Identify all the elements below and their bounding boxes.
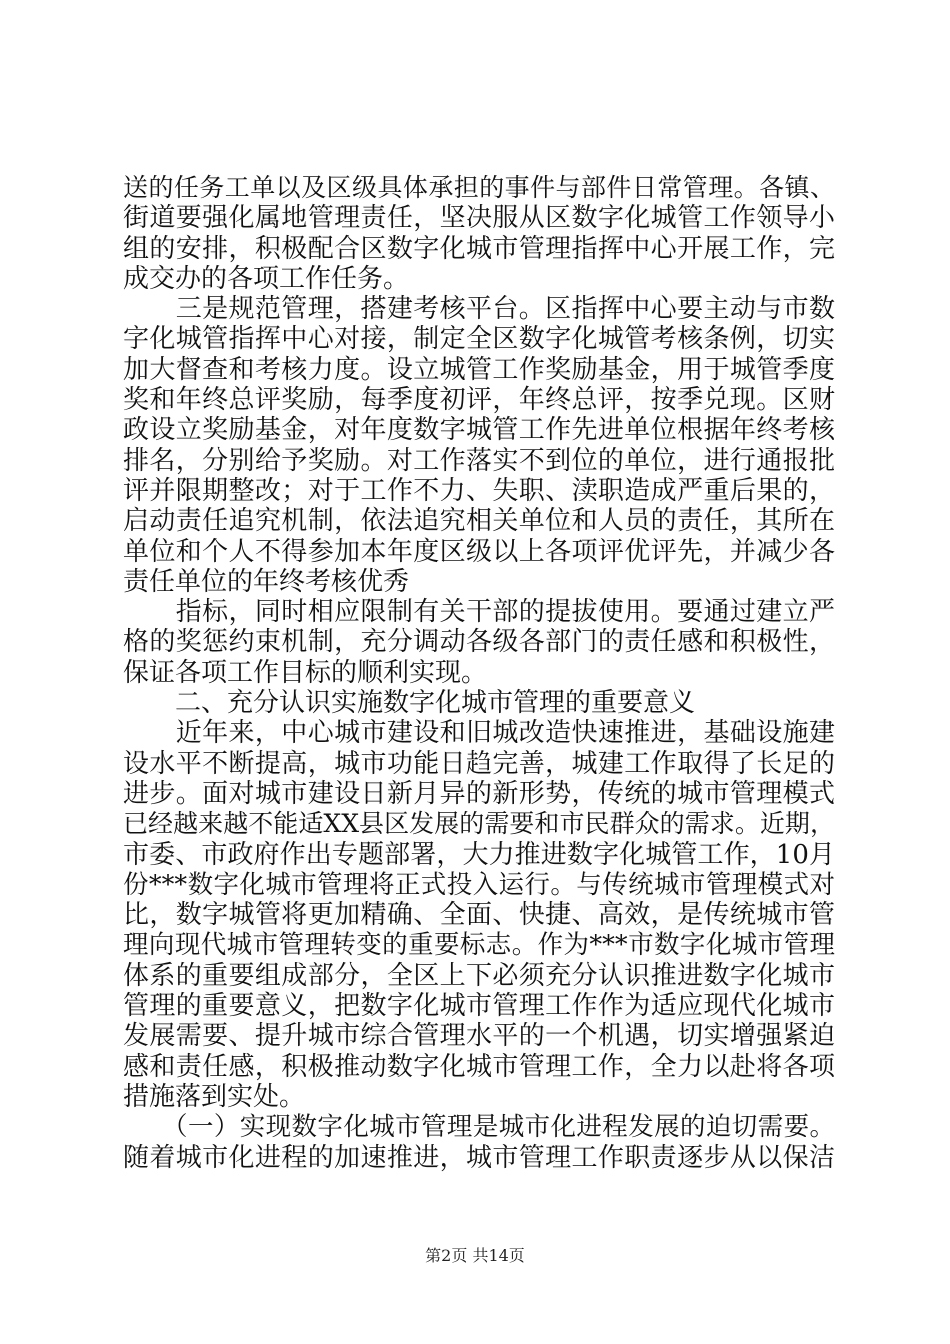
text-line: 已经越来越不能适XX县区发展的需要和市民群众的需求。近期， (123, 809, 835, 839)
text-line: 字化城管指挥中心对接，制定全区数字化城管考核条例，切实 (123, 324, 835, 355)
text-line: 政设立奖励基金，对年度数字城管工作先进单位根据年终考核 (123, 415, 835, 446)
document-body (123, 173, 835, 1173)
text-line: 设水平不断提高，城市功能日趋完善，城建工作取得了长足的 (123, 748, 835, 779)
text-line: 感和责任感，积极推动数字化城市管理工作，全力以赴将各项 (123, 1051, 835, 1082)
text-line: 责任单位的年终考核优秀 (123, 566, 410, 597)
text-line: 奖和年终总评奖励，每季度初评，年终总评，按季兑现。区财 (123, 385, 835, 416)
text-line: 市委、市政府作出专题部署，大力推进数字化城管工作，10月 (123, 839, 835, 870)
text-line: 组的安排，积极配合区数字化城市管理指挥中心开展工作，完 (123, 233, 835, 264)
text-line: 单位和个人不得参加本年度区级以上各项评优评先，并减少各 (123, 536, 835, 567)
text-line: 送的任务工单以及区级具体承担的事件与部件日常管理。各镇、 (123, 173, 835, 202)
text-line: 措施落到实处。 (123, 1081, 306, 1112)
text-line: 启动责任追究机制，依法追究相关单位和人员的责任，其所在 (123, 506, 835, 537)
text-line: 发展需要、提升城市综合管理水平的一个机遇，切实增强紧迫 (123, 1021, 835, 1052)
text-line: 管理的重要意义，把数字化城市管理工作作为适应现代化城市 (123, 991, 835, 1022)
text-line: 保证各项工作目标的顺利实现。 (123, 657, 488, 688)
page-number: 第2页 共14页 (425, 1246, 525, 1265)
text-line: 份***数字化城市管理将正式投入运行。与传统城市管理模式对 (123, 869, 835, 900)
text-line: 成交办的各项工作任务。 (123, 263, 410, 294)
text-line: 加大督查和考核力度。设立城管工作奖励基金，用于城管季度 (123, 354, 835, 385)
text-line: 随着城市化进程的加速推进，城市管理工作职责逐步从以保洁 (123, 1142, 835, 1173)
text-line: 比，数字城管将更加精确、全面、快捷、高效，是传统城市管 (123, 900, 835, 931)
text-line: 进步。面对城市建设日新月异的新形势，传统的城市管理模式 (123, 778, 835, 809)
text-line: 体系的重要组成部分，全区上下必须充分认识推进数字化城市 (123, 960, 835, 991)
text-line: 理向现代城市管理转变的重要标志。作为***市数字化城市管理 (123, 930, 835, 961)
text-line: 排名，分别给予奖励。对工作落实不到位的单位，进行通报批 (123, 445, 835, 476)
text-line: 评并限期整改；对于工作不力、失职、渎职造成严重后果的， (123, 475, 835, 506)
text-line: 近年来，中心城市建设和旧城改造快速推进，基础设施建 (123, 718, 835, 749)
text-line: 格的奖惩约束机制，充分调动各级各部门的责任感和积极性， (123, 627, 835, 658)
text-line: 三是规范管理，搭建考核平台。区指挥中心要主动与市数 (123, 294, 835, 325)
text-line: （一）实现数字化城市管理是城市化进程发展的迫切需要。 (123, 1112, 835, 1143)
text-line: 指标，同时相应限制有关干部的提拔使用。要通过建立严 (123, 597, 835, 628)
text-line: 街道要强化属地管理责任，坚决服从区数字化城管工作领导小 (123, 203, 835, 234)
text-line: 二、充分认识实施数字化城市管理的重要意义 (123, 688, 696, 719)
